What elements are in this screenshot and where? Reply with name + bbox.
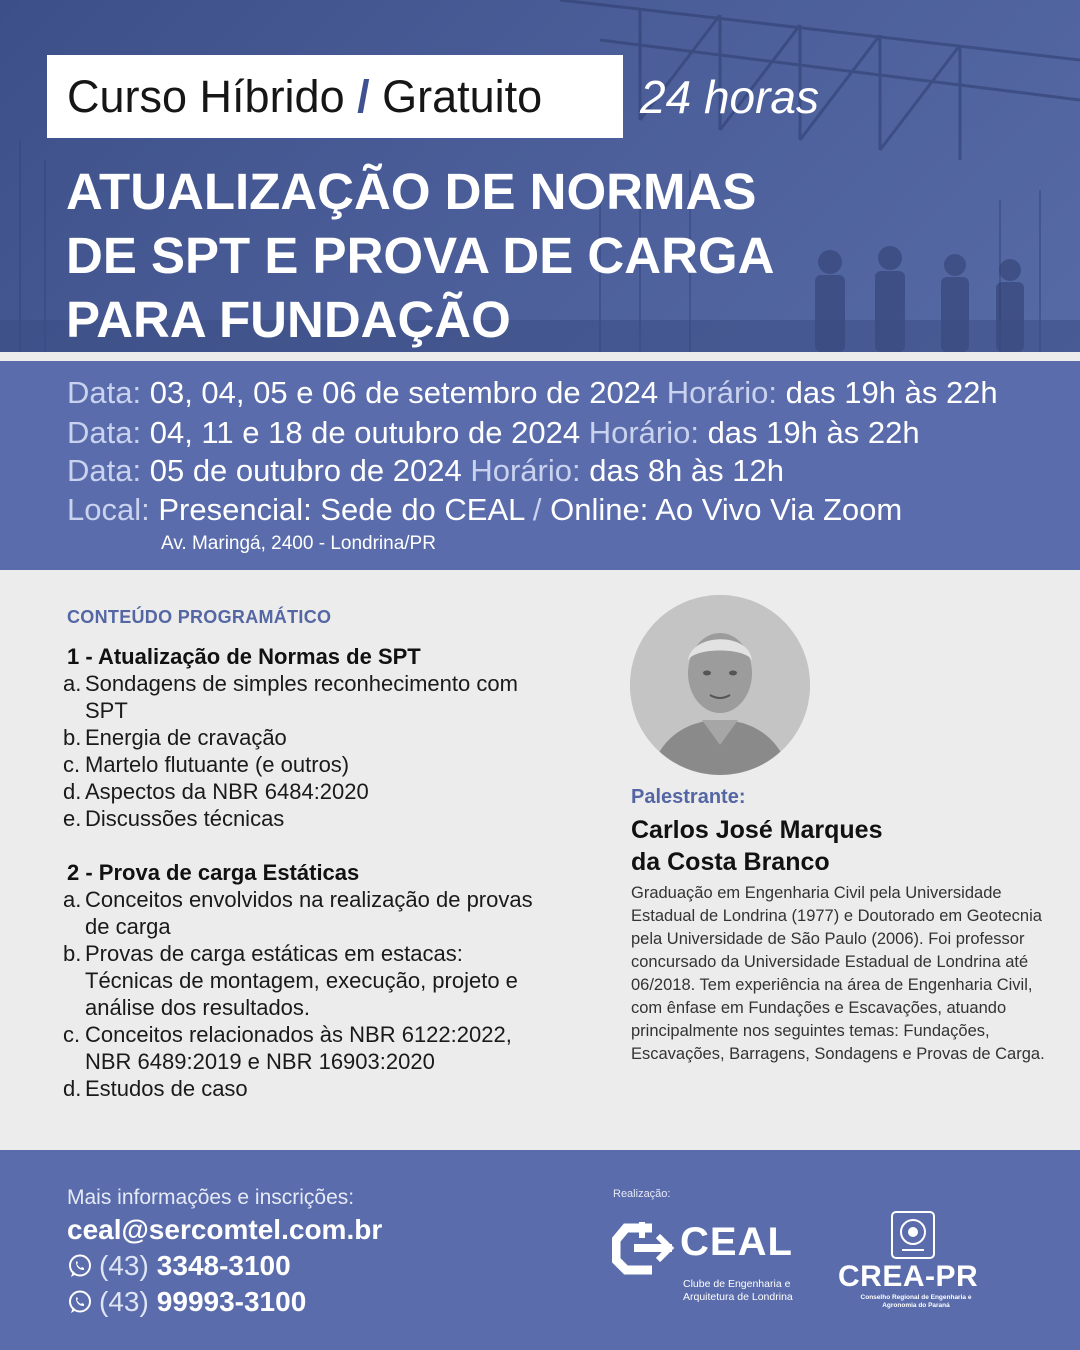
list-text: Provas de carga estáticas em estacas: Técnicas de montagem, execução, projeto e análise dos resultados. (85, 941, 518, 1020)
venue-address: Av. Maringá, 2400 - Londrina/PR (161, 533, 436, 554)
course-title-line: ATUALIZAÇÃO DE NORMAS (66, 163, 757, 220)
schedule-key: Horário: (666, 375, 786, 410)
realizacao-label: Realização: (613, 1188, 671, 1200)
list-text: Energia de cravação (85, 725, 287, 750)
list-text: Aspectos da NBR 6484:2020 (85, 779, 369, 804)
tag-separator: / (357, 70, 370, 122)
schedule-value: 05 de outubro de 2024 (149, 453, 471, 488)
schedule-value: das 19h às 22h (785, 375, 998, 410)
list-letter: d. (63, 779, 82, 804)
contact-email-link[interactable]: ceal@sercomtel.com.br (67, 1214, 383, 1245)
list-letter: c. (63, 1022, 81, 1047)
list-text: Martelo flutuante (e outros) (85, 752, 350, 777)
footer-contact (0, 1150, 1080, 1350)
list-text: Sondagens de simples reconhecimento com SPT (85, 671, 518, 723)
list-text: Estudos de caso (85, 1076, 248, 1101)
speaker-label: Palestrante: (631, 786, 746, 808)
course-title-line: DE SPT E PROVA DE CARGA (66, 227, 775, 284)
crea-emblem-icon (890, 1210, 936, 1260)
program-section-title: CONTEÚDO PROGRAMÁTICO (67, 607, 332, 627)
phone-number: 99993-3100 (156, 1286, 307, 1317)
course-title-line: PARA FUNDAÇÃO (66, 291, 511, 348)
schedule-key: Horário: (470, 453, 590, 488)
speaker-photo (630, 595, 810, 775)
schedule-row (67, 415, 920, 451)
course-hours: 24 horas (640, 71, 820, 123)
ceal-logo-icon (612, 1220, 676, 1276)
list-letter: a. (63, 887, 82, 912)
location-row (67, 492, 902, 528)
phone-number: 3348-3100 (156, 1250, 291, 1281)
list-letter: b. (63, 941, 82, 966)
course-title (66, 160, 966, 352)
list-text: Conceitos envolvidos na realização de provas de carga (85, 887, 533, 939)
speaker-name (631, 814, 883, 878)
speaker-portrait-icon (630, 595, 810, 775)
schedule-value: das 8h às 12h (589, 453, 784, 488)
speaker-name-line: da Costa Branco (631, 848, 830, 876)
schedule-row (67, 375, 998, 411)
more-info-label: Mais informações e inscrições: (67, 1186, 355, 1209)
list-item (63, 751, 543, 778)
phone-area: (43) (99, 1250, 149, 1281)
module-1-title: 1 - Atualização de Normas de SPT (67, 644, 421, 669)
module-2-title: 2 - Prova de carga Estáticas (67, 860, 360, 885)
schedule-key: Data: (67, 415, 150, 450)
phone-link[interactable] (67, 1286, 306, 1318)
list-letter: c. (63, 752, 81, 777)
list-letter: a. (63, 671, 82, 696)
location-key: Local: (67, 492, 159, 527)
list-item (63, 805, 543, 832)
list-item (63, 940, 543, 1021)
list-text: Conceitos relacionados às NBR 6122:2022, NBR 6489:2019 e NBR 16903:2020 (85, 1022, 512, 1074)
list-item (63, 778, 543, 805)
hero-banner (0, 0, 1080, 352)
ceal-subtitle: Clube de Engenharia e Arquitetura de Londrina (683, 1278, 793, 1303)
schedule-band (0, 361, 1080, 570)
speaker-name-line: Carlos José Marques (631, 816, 883, 844)
schedule-value: 03, 04, 05 e 06 de setembro de 2024 (149, 375, 667, 410)
hero-divider (0, 352, 1080, 361)
location-value: Presencial: Sede do CEAL (158, 492, 533, 527)
list-letter: d. (63, 1076, 82, 1101)
list-item (63, 724, 543, 751)
crea-subtitle: Conselho Regional de Engenharia e Agronomia do Paraná (860, 1294, 972, 1309)
list-item (63, 670, 543, 724)
list-text: Discussões técnicas (85, 806, 285, 831)
crea-wordmark: CREA-PR (838, 1260, 979, 1293)
tag-gratuito: Gratuito (369, 70, 543, 122)
location-value: Online: Ao Vivo Via Zoom (550, 492, 903, 527)
schedule-value: 04, 11 e 18 de outubro de 2024 (149, 415, 589, 450)
list-item (63, 1075, 543, 1102)
whatsapp-icon (67, 1289, 93, 1315)
phone-area: (43) (99, 1286, 149, 1317)
schedule-row (67, 453, 784, 489)
schedule-value: das 19h às 22h (707, 415, 920, 450)
list-item (63, 1021, 543, 1075)
list-item (63, 886, 543, 940)
speaker-bio: Graduação em Engenharia Civil pela Universidade Estadual de Londrina (1977) e Doutorado em Geotecnia pela Universidade de São Paulo (2006). Foi professor concursado da Universidade Estadual de Londrina até 06/2018. Tem experiência na área de Engenharia Civil, com ênfase em Fundações e Escavações, atuando principalmente nos seguintes temas: Fundações, Escavações, Barragens, Sondagens e Provas de Carga. (631, 884, 1045, 1063)
phone-link[interactable] (67, 1250, 291, 1282)
list-letter: e. (63, 806, 82, 831)
schedule-key: Horário: (588, 415, 708, 450)
schedule-key: Data: (67, 375, 150, 410)
course-type-tag (47, 55, 623, 138)
ceal-wordmark: CEAL (680, 1220, 793, 1264)
schedule-key: Data: (67, 453, 150, 488)
tag-hibrido: Curso Híbrido (67, 70, 358, 122)
location-separator: / (532, 492, 551, 527)
program-content (0, 570, 1080, 1150)
whatsapp-icon (67, 1253, 93, 1279)
list-letter: b. (63, 725, 82, 750)
